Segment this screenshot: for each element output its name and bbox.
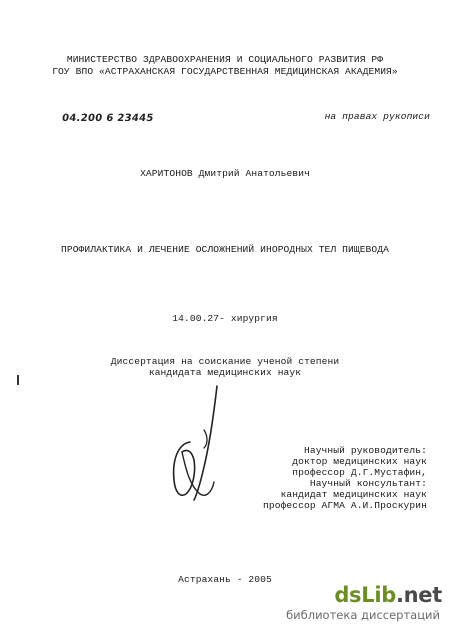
advisor-line-1: Научный руководитель: — [303, 445, 427, 456]
consultant-line-1: Научный консультант: — [309, 478, 427, 489]
handwritten-signature — [160, 382, 230, 512]
advisor-line-3: профессор Д.Г.Мустафин, — [292, 467, 427, 478]
margin-mark — [17, 375, 19, 385]
watermark-panel — [286, 576, 450, 628]
academy-line: ГОУ ВПО «АСТРАХАНСКАЯ ГОСУДАРСТВЕННАЯ МЕДИЦИНСКАЯ АКАДЕМИЯ» — [52, 66, 398, 77]
advisor-line-2: доктор медицинских наук — [292, 456, 427, 467]
watermark-logo[interactable] — [334, 583, 442, 607]
archive-stamp-number: 04.200 6 23445 — [61, 113, 155, 124]
ministry-line: МИНИСТЕРСТВО ЗДРАВООХРАНЕНИЯ И СОЦИАЛЬНОГО РАЗВИТИЯ РФ — [66, 54, 384, 65]
dissertation-title: ПРОФИЛАКТИКА И ЛЕЧЕНИЕ ОСЛОЖНЕНИЙ ИНОРОДНЫХ ТЕЛ ПИЩЕВОДА — [60, 244, 389, 255]
manuscript-note: на правах рукописи — [324, 111, 430, 122]
city-year: Астрахань - 2005 — [178, 574, 272, 585]
brand-part-2: .net — [395, 583, 442, 607]
consultant-line-2: кандидат медицинских наук — [280, 489, 427, 500]
degree-line-1: Диссертация на соискание ученой степени — [110, 356, 340, 367]
watermark-subtitle: библиотека диссертаций — [286, 608, 440, 622]
specialty-code: 14.00.27- хирургия — [172, 313, 278, 324]
degree-line-2: кандидата медицинских наук — [148, 367, 302, 378]
author-name: ХАРИТОНОВ Дмитрий Анатольевич — [140, 168, 310, 179]
consultant-line-3: профессор АГМА А.И.Проскурин — [262, 500, 427, 511]
brand-part-1: dsLib — [334, 583, 396, 607]
